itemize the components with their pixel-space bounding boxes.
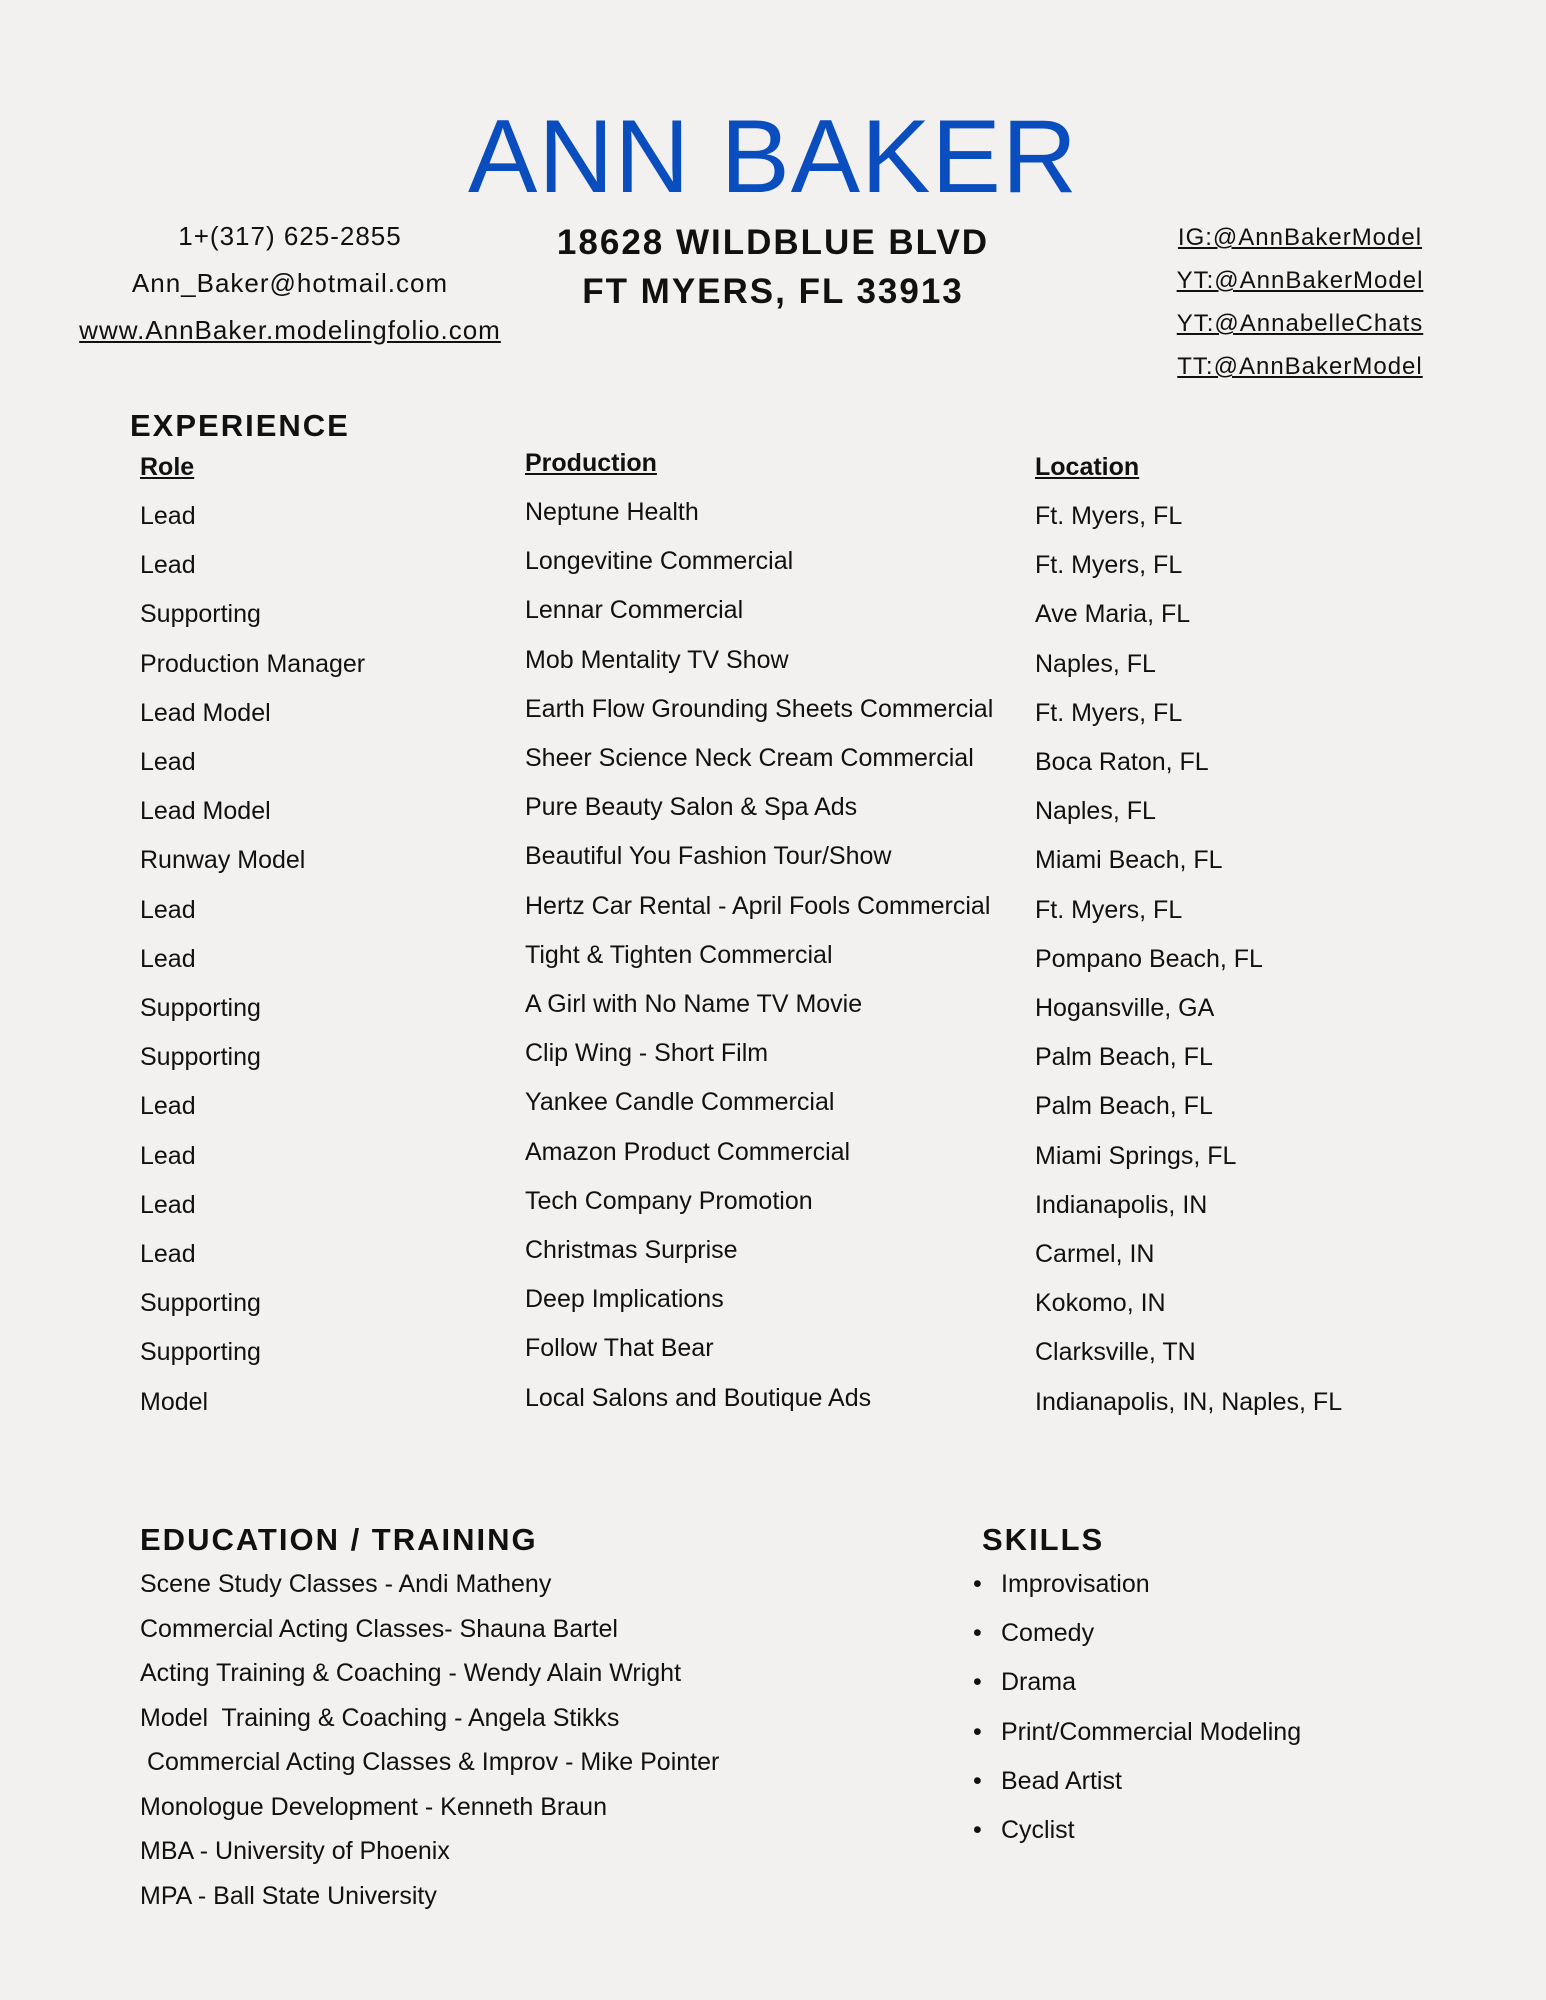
experience-location-cell: Carmel, IN	[1035, 1240, 1155, 1268]
experience-location-cell: Hogansville, GA	[1035, 994, 1215, 1022]
experience-production-cell: Deep Implications	[525, 1285, 724, 1314]
education-item: Acting Training & Coaching - Wendy Alain Wright	[140, 1659, 682, 1687]
education-heading: EDUCATION / TRAINING	[140, 1522, 538, 1557]
phone-number: 1+(317) 625-2855	[178, 221, 402, 251]
social-link-tiktok[interactable]: TT:@AnnBakerModel	[1177, 353, 1423, 380]
skill-item: Print/Commercial Modeling	[1001, 1717, 1302, 1746]
experience-location-cell: Miami Springs, FL	[1035, 1141, 1237, 1170]
experience-production-cell: Longevitine Commercial	[525, 547, 794, 576]
address-line-1: 18628 WILDBLUE BLVD	[556, 223, 990, 262]
column-header-location: Location	[1035, 453, 1140, 481]
bullet-icon: •	[973, 1766, 982, 1795]
experience-production-cell: Neptune Health	[525, 498, 699, 526]
experience-role-cell: Lead	[140, 1141, 196, 1170]
experience-role-cell: Lead	[140, 1092, 196, 1121]
experience-location-cell: Naples, FL	[1035, 797, 1156, 826]
experience-production-cell: Hertz Car Rental - April Fools Commercial	[525, 891, 991, 920]
education-item: Commercial Acting Classes & Improv - Mike Pointer	[140, 1748, 720, 1776]
experience-location-cell: Clarksville, TN	[1035, 1338, 1196, 1367]
experience-production-cell: Tech Company Promotion	[525, 1186, 813, 1215]
experience-production-cell: Mob Mentality TV Show	[525, 645, 789, 674]
experience-role-cell: Production Manager	[140, 649, 366, 678]
experience-role-cell: Lead	[140, 551, 196, 580]
experience-role-cell: Supporting	[140, 1289, 261, 1318]
experience-production-cell: Earth Flow Grounding Sheets Commercial	[525, 694, 994, 723]
experience-production-cell: Amazon Product Commercial	[525, 1137, 851, 1166]
experience-location-cell: Ft. Myers, FL	[1035, 895, 1183, 924]
experience-location-cell: Naples, FL	[1035, 649, 1156, 678]
skill-item: Improvisation	[1001, 1570, 1150, 1598]
bullet-icon: •	[973, 1619, 982, 1648]
experience-heading: EXPERIENCE	[130, 408, 350, 443]
experience-production-cell: Yankee Candle Commercial	[525, 1088, 835, 1117]
experience-role-cell: Supporting	[140, 994, 261, 1022]
education-item: Monologue Development - Kenneth Braun	[140, 1792, 607, 1821]
website-link[interactable]: www.AnnBaker.modelingfolio.com	[79, 315, 501, 345]
experience-production-cell: Beautiful You Fashion Tour/Show	[525, 842, 892, 871]
experience-production-cell: Follow That Bear	[525, 1334, 714, 1363]
experience-role-cell: Lead Model	[140, 797, 271, 826]
bullet-icon: •	[973, 1570, 982, 1598]
skill-item: Cyclist	[1001, 1816, 1075, 1844]
column-header-role: Role	[140, 453, 195, 481]
experience-role-cell: Lead	[140, 895, 196, 924]
experience-role-cell: Lead	[140, 502, 196, 530]
skills-heading: SKILLS	[982, 1522, 1105, 1557]
education-item: MBA - University of Phoenix	[140, 1837, 450, 1865]
experience-role-cell: Lead Model	[140, 698, 271, 727]
experience-production-cell: A Girl with No Name TV Movie	[525, 990, 863, 1018]
experience-role-cell: Model	[140, 1387, 209, 1416]
experience-role-cell: Supporting	[140, 1338, 261, 1367]
bullet-icon: •	[973, 1717, 982, 1746]
education-item: MPA - Ball State University	[140, 1881, 437, 1910]
experience-location-cell: Indianapolis, IN	[1035, 1190, 1208, 1219]
experience-location-cell: Miami Beach, FL	[1035, 846, 1223, 875]
experience-location-cell: Ft. Myers, FL	[1035, 698, 1183, 727]
column-header-production: Production	[525, 449, 657, 477]
experience-production-cell: Clip Wing - Short Film	[525, 1039, 769, 1068]
bullet-icon: •	[973, 1816, 982, 1844]
experience-production-cell: Christmas Surprise	[525, 1236, 738, 1264]
social-link-instagram[interactable]: IG:@AnnBakerModel	[1177, 224, 1423, 251]
skill-item: Drama	[1001, 1668, 1077, 1697]
experience-location-cell: Ft. Myers, FL	[1035, 551, 1183, 580]
experience-role-cell: Supporting	[140, 1043, 261, 1072]
experience-location-cell: Kokomo, IN	[1035, 1289, 1166, 1318]
education-item: Model Training & Coaching - Angela Stikks	[140, 1703, 620, 1732]
experience-role-cell: Lead	[140, 944, 196, 973]
experience-location-cell: Palm Beach, FL	[1035, 1092, 1213, 1121]
experience-location-cell: Boca Raton, FL	[1035, 748, 1209, 776]
social-link-youtube[interactable]: YT:@AnnBakerModel	[1176, 267, 1424, 294]
experience-location-cell: Palm Beach, FL	[1035, 1043, 1213, 1072]
social-link-youtube-chats[interactable]: YT:@AnnabelleChats	[1176, 310, 1424, 337]
experience-production-cell: Pure Beauty Salon & Spa Ads	[525, 793, 858, 822]
bullet-icon: •	[973, 1668, 982, 1697]
experience-role-cell: Lead	[140, 1240, 196, 1268]
education-item: Commercial Acting Classes- Shauna Bartel	[140, 1614, 618, 1643]
experience-production-cell: Sheer Science Neck Cream Commercial	[525, 744, 974, 772]
experience-location-cell: Indianapolis, IN, Naples, FL	[1035, 1387, 1343, 1416]
experience-role-cell: Supporting	[140, 600, 261, 629]
email-address[interactable]: Ann_Baker@hotmail.com	[131, 268, 449, 298]
skill-item: Comedy	[1001, 1619, 1095, 1648]
experience-production-cell: Lennar Commercial	[525, 596, 744, 625]
experience-location-cell: Pompano Beach, FL	[1035, 944, 1263, 973]
education-item: Scene Study Classes - Andi Matheny	[140, 1570, 552, 1598]
experience-role-cell: Runway Model	[140, 846, 306, 875]
address-line-2: FT MYERS, FL 33913	[582, 272, 964, 311]
skill-item: Bead Artist	[1001, 1766, 1122, 1795]
experience-production-cell: Tight & Tighten Commercial	[525, 940, 833, 969]
experience-role-cell: Lead	[140, 748, 196, 776]
experience-role-cell: Lead	[140, 1190, 196, 1219]
experience-location-cell: Ft. Myers, FL	[1035, 502, 1183, 530]
experience-location-cell: Ave Maria, FL	[1035, 600, 1191, 629]
candidate-name: ANN BAKER	[467, 99, 1079, 215]
experience-production-cell: Local Salons and Boutique Ads	[525, 1383, 872, 1412]
